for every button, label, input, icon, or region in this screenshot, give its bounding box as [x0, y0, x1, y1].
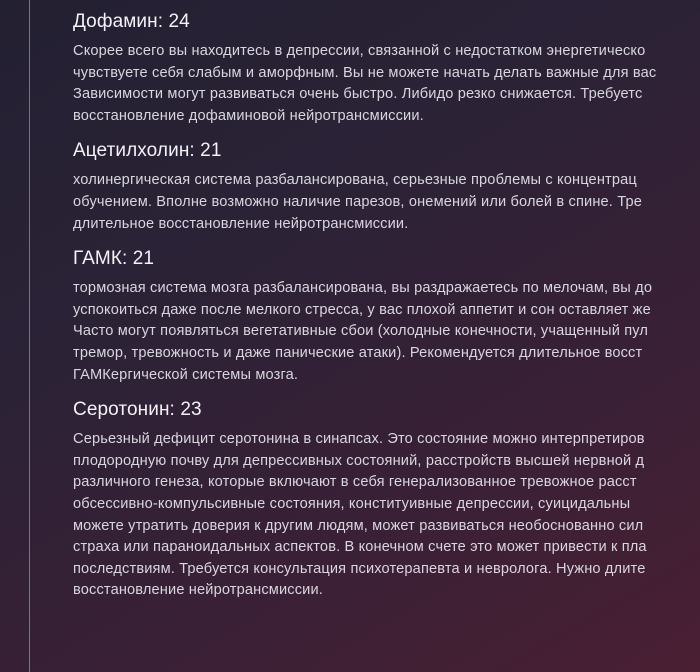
result-section-acetylcholine	[73, 137, 700, 235]
section-description	[73, 170, 700, 235]
section-title: Ацетилхолин: 21	[73, 140, 222, 162]
section-title: ГАМК: 21	[73, 248, 155, 270]
left-border-line	[29, 0, 30, 672]
result-section-dopamine	[73, 8, 700, 127]
text-line: Зависимости могут развиваться очень быстро. Либидо резко снижается. Требуетс	[73, 86, 643, 103]
section-title: Серотонин: 23	[73, 399, 202, 421]
text-line: ГАМКергической системы мозга.	[73, 366, 299, 383]
text-line: тормозная система мозга разбалансирована, вы раздражаетесь по мелочам, вы до	[73, 280, 653, 297]
text-line: обсессивно-компульсивные состояния, конституивные депрессии, суицидальны	[73, 495, 631, 512]
section-description	[73, 429, 700, 602]
text-line: Серьезный дефицит серотонина в синапсах. Это состояние можно интерпретиров	[73, 431, 645, 448]
text-line: холинергическая система разбалансирована, серьезные проблемы с концентрац	[73, 172, 637, 189]
results-content	[73, 8, 700, 602]
text-line: различного генеза, которые включают в себя генерализованное тревожное расст	[73, 474, 637, 491]
text-line: восстановление нейротрансмиссии.	[73, 582, 323, 599]
text-line: восстановление дофаминовой нейротрансмиссии.	[73, 107, 424, 124]
text-line: страха или параноидальных аспектов. В конечном счете это может привести к пла	[73, 539, 647, 556]
text-line: чувствуете себя слабым и аморфным. Вы не можете начать делать важные для вас	[73, 64, 657, 81]
text-line: Часто могут появляться вегетативные сбои (холодные конечности, учащенный пул	[73, 323, 649, 340]
result-section-gaba	[73, 245, 700, 386]
text-line: последствиям. Требуется консультация психотерапевта и невролога. Нужно длите	[73, 560, 646, 577]
text-line: плодородную почву для депрессивных состояний, расстройств высшей нервной д	[73, 452, 645, 469]
text-line: можете утратить доверия к другим людям, может развиваться необоснованно сил	[73, 517, 644, 534]
section-description	[73, 41, 700, 127]
text-line: обучением. Вполне возможно наличие парезов, онемений или болей в спине. Тре	[73, 193, 642, 210]
text-line: успокоиться даже после мелкого стресса, у вас плохой аппетит и сон оставляет же	[73, 301, 651, 318]
text-line: Скорее всего вы находитесь в депрессии, связанной с недостатком энергетическо	[73, 43, 646, 59]
section-title: Дофамин: 24	[73, 11, 190, 32]
text-line: тремор, тревожность и даже панические атаки). Рекомендуется длительное восст	[73, 344, 643, 361]
text-line: длительное восстановление нейротрансмиссии.	[73, 215, 409, 232]
section-description	[73, 278, 700, 386]
result-section-serotonin	[73, 396, 700, 602]
